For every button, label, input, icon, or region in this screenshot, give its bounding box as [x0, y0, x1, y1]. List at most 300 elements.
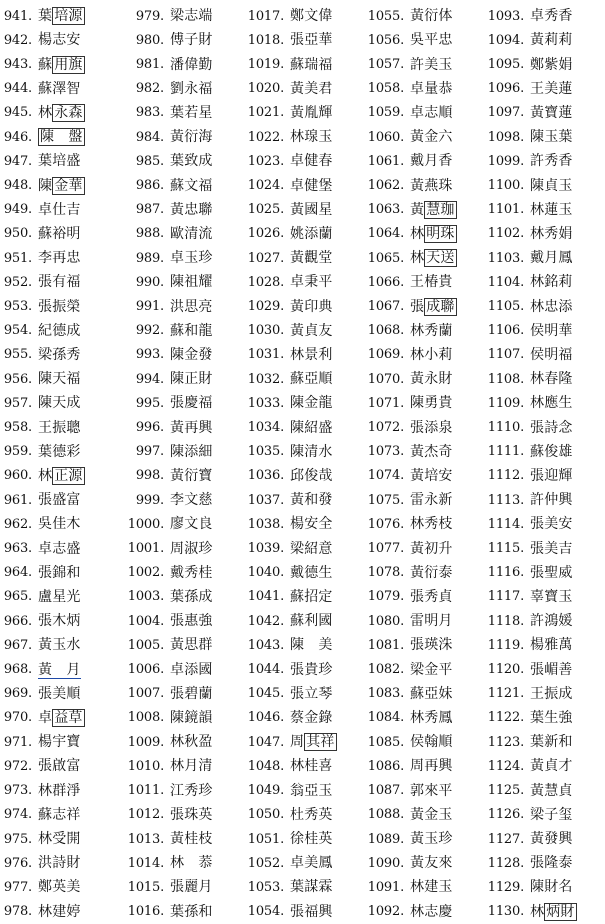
- list-item: [480, 706, 605, 730]
- entry-number: 1010.: [127, 758, 164, 774]
- entry-number: 1000.: [127, 516, 164, 532]
- entry-number: 1089.: [367, 831, 404, 847]
- list-item: [480, 294, 605, 318]
- entry-number: 942.: [3, 32, 32, 48]
- list-item: [240, 198, 360, 222]
- list-item: [120, 77, 240, 101]
- entry-number: 1127.: [487, 831, 524, 847]
- name-text: 張亞華: [290, 32, 333, 49]
- name-text: 雷明月: [410, 613, 453, 630]
- name-text: 洪詩財: [38, 855, 81, 872]
- entry-name: [170, 58, 213, 72]
- list-item: [480, 149, 605, 173]
- name-text: 蘇招定: [290, 588, 333, 605]
- entry-number: 980.: [135, 32, 164, 48]
- entry-number: 946.: [3, 129, 32, 145]
- name-text: 林: [38, 104, 53, 121]
- entry-name: [290, 663, 333, 677]
- entry-number: 1113.: [487, 492, 524, 508]
- entry-name: [530, 251, 573, 265]
- entry-number: 1106.: [487, 323, 524, 339]
- name-text: 楊安全: [290, 516, 333, 533]
- list-item: [0, 343, 120, 367]
- name-text: 卓: [38, 709, 53, 726]
- name-text: 梁志端: [170, 8, 213, 25]
- list-item: [0, 415, 120, 439]
- name-text: 張木炳: [38, 613, 81, 630]
- name-text: 黃燕珠: [410, 177, 453, 194]
- entry-name: [170, 905, 213, 919]
- entry-number: 1114.: [487, 516, 524, 532]
- name-text: 張秀貞: [410, 588, 453, 605]
- list-item: [480, 488, 605, 512]
- entry-number: 991.: [135, 299, 164, 315]
- entry-number: 1030.: [247, 323, 284, 339]
- entry-number: 1083.: [367, 686, 404, 702]
- entry-name: [38, 566, 81, 580]
- list-item: [240, 827, 360, 851]
- list-item: [120, 900, 240, 924]
- list-item: [360, 900, 480, 924]
- entry-number: 1088.: [367, 807, 404, 823]
- entry-name: [38, 808, 81, 822]
- name-text: 卓志順: [410, 104, 453, 121]
- entry-number: 960.: [3, 468, 32, 484]
- entry-name: [530, 880, 573, 894]
- list-item: [360, 875, 480, 899]
- list-item: [480, 440, 605, 464]
- entry-name: [290, 784, 333, 798]
- entry-name: [410, 372, 453, 386]
- list-item: [240, 319, 360, 343]
- list-item: [240, 294, 360, 318]
- entry-name: [530, 154, 573, 168]
- list-item: [0, 367, 120, 391]
- name-text: 林應生: [530, 395, 573, 412]
- list-item: [120, 512, 240, 536]
- entry-number: 1069.: [367, 347, 404, 363]
- entry-number: 1084.: [367, 710, 404, 726]
- list-item: [240, 440, 360, 464]
- list-item: [0, 173, 120, 197]
- name-text: 陳清水: [290, 443, 333, 460]
- entry-name: [38, 106, 85, 120]
- entry-number: 997.: [135, 444, 164, 460]
- entry-number: 1065.: [367, 250, 404, 266]
- entry-number: 1080.: [367, 613, 404, 629]
- name-text: 杜秀英: [290, 806, 333, 823]
- list-item: [360, 270, 480, 294]
- entry-name: [290, 832, 333, 846]
- entry-number: 951.: [3, 250, 32, 266]
- name-text: 張慶福: [170, 395, 213, 412]
- name-text: 林建玉: [410, 879, 453, 896]
- entry-number: 1005.: [127, 637, 164, 653]
- entry-name: [38, 179, 85, 193]
- entry-name: [170, 517, 213, 531]
- list-item: [120, 488, 240, 512]
- entry-number: 1067.: [367, 299, 404, 315]
- list-item: [360, 779, 480, 803]
- list-item: [0, 633, 120, 657]
- entry-name: [170, 735, 213, 749]
- entry-name: [38, 421, 81, 435]
- name-text: 葉培盛: [38, 153, 81, 170]
- entry-number: 1035.: [247, 444, 284, 460]
- name-text: 侯明福: [530, 346, 573, 363]
- name-text: 林: [410, 250, 425, 267]
- entry-number: 1074.: [367, 468, 404, 484]
- name-text: 葉孫成: [170, 588, 213, 605]
- entry-name: [290, 759, 333, 773]
- entry-name: [38, 300, 81, 314]
- name-text: 林秀蘭: [410, 322, 453, 339]
- entry-name: [410, 856, 453, 870]
- entry-number: 1059.: [367, 105, 404, 121]
- entry-number: 966.: [3, 613, 32, 629]
- entry-number: 971.: [3, 734, 32, 750]
- entry-number: 1045.: [247, 686, 284, 702]
- entry-number: 1021.: [247, 105, 284, 121]
- list-item: [0, 77, 120, 101]
- list-item: [360, 536, 480, 560]
- entry-number: 976.: [3, 855, 32, 871]
- entry-name: [290, 735, 337, 749]
- entry-name: [410, 469, 453, 483]
- entry-number: 967.: [3, 637, 32, 653]
- list-item: [120, 101, 240, 125]
- name-text: 王美蓮: [530, 80, 573, 97]
- entry-name: [530, 106, 573, 120]
- entry-name: [530, 517, 573, 531]
- entry-number: 948.: [3, 178, 32, 194]
- name-text: 黃玉珍: [410, 831, 453, 847]
- entry-number: 1003.: [127, 589, 164, 605]
- entry-name: [410, 154, 453, 168]
- entry-number: 1105.: [487, 299, 524, 315]
- entry-number: 1044.: [247, 662, 284, 678]
- entry-name: [410, 735, 453, 749]
- list-item: [0, 101, 120, 125]
- list-item: [360, 222, 480, 246]
- list-item: [480, 319, 605, 343]
- boxed-name-text: 成聯: [426, 298, 455, 315]
- entry-name: [38, 542, 81, 556]
- entry-name: [410, 566, 453, 580]
- list-item: [240, 149, 360, 173]
- name-text: 陳玉葉: [530, 129, 573, 146]
- entry-number: 1047.: [247, 734, 284, 750]
- name-text: 林秀鳳: [410, 709, 453, 726]
- list-item: [0, 682, 120, 706]
- entry-name: [290, 275, 333, 289]
- list-item: [480, 609, 605, 633]
- entry-name: [38, 33, 81, 47]
- entry-number: 1062.: [367, 178, 404, 194]
- list-item: [480, 198, 605, 222]
- name-text: 黃觀堂: [290, 250, 333, 267]
- name-text: 黃玉水: [38, 637, 81, 654]
- name-text: 梁紹意: [290, 540, 333, 557]
- entry-number: 1043.: [247, 637, 284, 653]
- list-item: [360, 415, 480, 439]
- entry-number: 1019.: [247, 57, 284, 72]
- entry-name: [170, 711, 213, 725]
- entry-name: [290, 469, 333, 483]
- list-item: [480, 415, 605, 439]
- entry-name: [170, 203, 213, 217]
- entry-number: 985.: [135, 153, 164, 169]
- entry-name: [290, 396, 333, 410]
- entry-name: [530, 82, 573, 96]
- list-item: [480, 779, 605, 803]
- name-text: 張福興: [290, 903, 333, 920]
- list-item: [480, 803, 605, 827]
- list-item: [0, 294, 120, 318]
- name-text: 梁子玺: [530, 806, 573, 823]
- entry-name: [170, 251, 213, 265]
- entry-name: [170, 590, 213, 604]
- name-text: 黃杰奇: [410, 443, 453, 460]
- list-item: [240, 488, 360, 512]
- entry-number: 1124.: [487, 758, 524, 774]
- entry-number: 1078.: [367, 565, 404, 581]
- entry-name: [170, 372, 213, 386]
- entry-name: [170, 638, 213, 652]
- list-item: [240, 851, 360, 875]
- entry-name: [38, 590, 81, 604]
- entry-name: [290, 445, 333, 459]
- entry-number: 1071.: [367, 395, 404, 411]
- list-item: [480, 125, 605, 149]
- entry-name: [530, 784, 573, 798]
- entry-number: 952.: [3, 274, 32, 290]
- list-item: [360, 730, 480, 754]
- name-text: 戴秀桂: [170, 564, 213, 581]
- entry-name: [290, 179, 333, 193]
- entry-name: [38, 880, 81, 894]
- name-text: 林瑔玉: [290, 129, 333, 146]
- list-item: [240, 101, 360, 125]
- name-text: 張迎輝: [530, 467, 573, 484]
- entry-number: 959.: [3, 444, 32, 460]
- entry-number: 965.: [3, 589, 32, 605]
- entry-number: 988.: [135, 226, 164, 242]
- boxed-name-text: 正源: [54, 467, 83, 484]
- list-item: [120, 391, 240, 415]
- entry-number: 1120.: [487, 662, 524, 678]
- entry-name: [38, 759, 81, 773]
- entry-name: [170, 469, 213, 483]
- list-item: [120, 367, 240, 391]
- name-text: 林桂喜: [290, 758, 333, 775]
- name-text: 江秀珍: [170, 782, 213, 799]
- entry-number: 962.: [3, 516, 32, 532]
- name-text: 張啟富: [38, 758, 81, 775]
- list-item: [480, 633, 605, 657]
- name-text: 黃貞才: [530, 758, 573, 775]
- entry-name: [410, 348, 453, 362]
- entry-name: [290, 9, 333, 23]
- entry-name: [38, 614, 81, 628]
- name-text: 卓玉珍: [170, 250, 213, 267]
- entry-number: 1042.: [247, 613, 284, 629]
- entry-name: [410, 880, 453, 894]
- entry-name: [170, 227, 213, 241]
- name-text: 黃發興: [530, 831, 573, 847]
- name-text: 黃貞友: [290, 322, 333, 339]
- list-item: [0, 222, 120, 246]
- list-item: [480, 512, 605, 536]
- list-item: [360, 633, 480, 657]
- entry-name: [530, 832, 573, 846]
- entry-number: 1109.: [487, 395, 524, 411]
- name-text: 葉新和: [530, 734, 573, 751]
- list-item: [480, 827, 605, 851]
- entry-number: 956.: [3, 371, 32, 387]
- entry-number: 1070.: [367, 371, 404, 387]
- name-text: 蘇裕明: [38, 225, 81, 242]
- entry-name: [530, 614, 573, 628]
- entry-name: [410, 614, 453, 628]
- entry-number: 998.: [135, 468, 164, 484]
- boxed-name-text: 金華: [54, 177, 83, 194]
- entry-name: [38, 663, 81, 677]
- entry-number: 1048.: [247, 758, 284, 774]
- name-text: 陳金發: [170, 346, 213, 363]
- name-text: 戴德生: [290, 564, 333, 581]
- entry-number: 1079.: [367, 589, 404, 605]
- entry-name: [410, 396, 453, 410]
- name-text: 葉謀霖: [290, 879, 333, 896]
- name-text: 張有福: [38, 274, 81, 291]
- list-item: [240, 561, 360, 585]
- list-item: [480, 730, 605, 754]
- entry-name: [170, 33, 213, 47]
- list-item: [360, 561, 480, 585]
- entry-number: 1117.: [487, 589, 524, 605]
- entry-number: 1037.: [247, 492, 284, 508]
- name-text: 洪思亮: [170, 298, 213, 315]
- name-text: 張貴珍: [290, 661, 333, 678]
- name-text: 張: [410, 298, 425, 315]
- list-item: [480, 754, 605, 778]
- entry-name: [410, 106, 453, 120]
- name-text: 楊宇寶: [38, 734, 81, 751]
- entry-number: 977.: [3, 879, 32, 895]
- list-item: [360, 149, 480, 173]
- entry-number: 1121.: [487, 686, 524, 702]
- name-text: 黃衍寶: [170, 467, 213, 484]
- name-text: 林受開: [38, 831, 81, 847]
- list-item: [0, 464, 120, 488]
- boxed-name-text: 培源: [54, 8, 83, 25]
- list-item: [120, 198, 240, 222]
- entry-name: [530, 396, 573, 410]
- name-text: 林群淨: [38, 782, 81, 799]
- entry-name: [170, 808, 213, 822]
- name-text: 王椿貴: [410, 274, 453, 291]
- name-text: 黃思群: [170, 637, 213, 654]
- entry-number: 999.: [135, 492, 164, 508]
- entry-number: 1053.: [247, 879, 284, 895]
- entry-number: 1023.: [247, 153, 284, 169]
- name-text: 林月清: [170, 758, 213, 775]
- entry-name: [38, 711, 85, 725]
- entry-number: 1056.: [367, 32, 404, 48]
- entry-number: 984.: [135, 129, 164, 145]
- name-text: 林蓮玉: [530, 201, 573, 218]
- name-text: 蘇亞妹: [410, 685, 453, 702]
- name-text: 張美安: [530, 516, 573, 533]
- list-item: [120, 536, 240, 560]
- name-text: 林秋盈: [170, 734, 213, 751]
- name-text: 林小莉: [410, 346, 453, 363]
- list-item: [480, 875, 605, 899]
- list-item: [240, 4, 360, 28]
- list-item: [480, 173, 605, 197]
- name-text: 葉若星: [170, 104, 213, 121]
- entry-number: 1082.: [367, 662, 404, 678]
- entry-name: [290, 251, 333, 265]
- entry-number: 1118.: [487, 613, 524, 629]
- name-text: 吳佳木: [38, 516, 81, 533]
- entry-number: 990.: [135, 274, 164, 290]
- list-item: [360, 585, 480, 609]
- name-text: 翁亞玉: [290, 782, 333, 799]
- entry-number: 1024.: [247, 178, 284, 194]
- entry-number: 1052.: [247, 855, 284, 871]
- list-item: [0, 52, 120, 76]
- list-item: [360, 488, 480, 512]
- list-item: [240, 52, 360, 76]
- name-text: 林忠添: [530, 298, 573, 315]
- name-text: 林銘莉: [530, 274, 573, 291]
- name-column: [480, 0, 605, 924]
- list-item: [360, 52, 480, 76]
- entry-number: 1103.: [487, 250, 524, 266]
- entry-name: [38, 58, 85, 72]
- entry-name: [290, 324, 333, 338]
- name-column: [360, 0, 480, 924]
- entry-name: [290, 687, 333, 701]
- entry-name: [530, 759, 573, 773]
- name-text: 張麗月: [170, 879, 213, 896]
- entry-name: [38, 82, 81, 96]
- list-item: [360, 101, 480, 125]
- name-text: 張珠英: [170, 806, 213, 823]
- entry-number: 1076.: [367, 516, 404, 532]
- entry-name: [290, 58, 333, 72]
- entry-name: [530, 711, 573, 725]
- entry-name: [290, 493, 333, 507]
- name-text: 黃金玉: [410, 806, 453, 823]
- list-item: [120, 682, 240, 706]
- entry-number: 1022.: [247, 129, 284, 145]
- entry-number: 981.: [135, 57, 164, 72]
- entry-name: [290, 856, 333, 870]
- entry-name: [170, 9, 213, 23]
- list-item: [240, 609, 360, 633]
- entry-number: 1098.: [487, 129, 524, 145]
- entry-name: [290, 542, 333, 556]
- entry-number: 1110.: [487, 420, 524, 436]
- name-text: 林春隆: [530, 371, 573, 388]
- entry-name: [38, 445, 81, 459]
- entry-number: 1090.: [367, 855, 404, 871]
- entry-number: 1057.: [367, 57, 404, 72]
- entry-name: [410, 759, 453, 773]
